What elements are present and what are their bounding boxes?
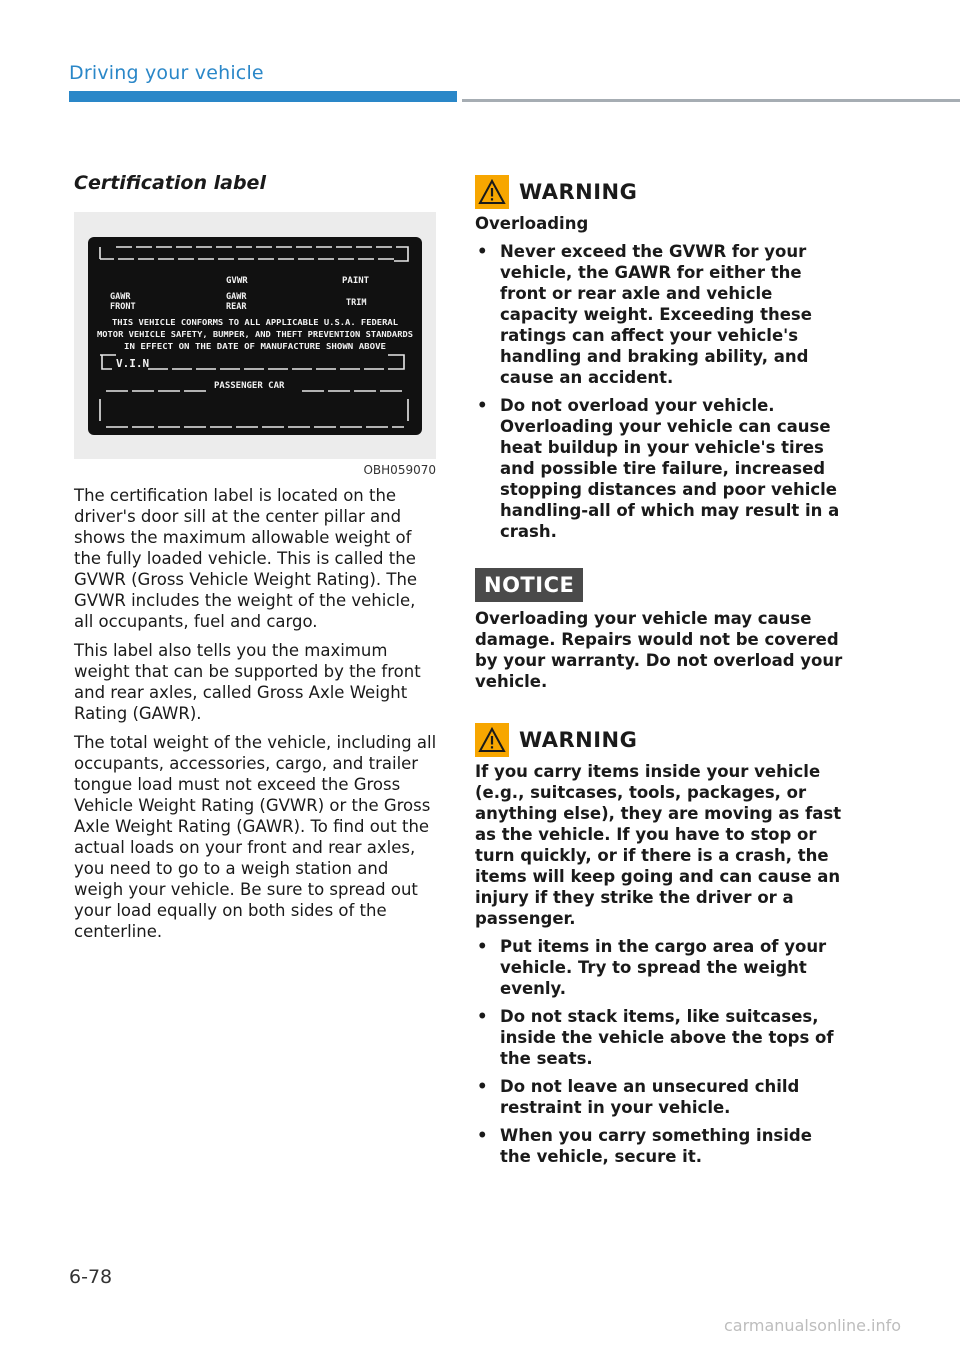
notice-box — [475, 568, 845, 692]
warning-bullets — [475, 241, 845, 542]
label-passenger-car: PASSENGER CAR — [214, 381, 285, 391]
label-rear: REAR — [226, 302, 247, 312]
warning-body — [475, 213, 845, 542]
label-gawr-rear: GAWR — [226, 292, 247, 302]
paragraph-2: This label also tells you the maximum weight that can be supported by the front and rear axles, called Gross Axle Weight Rating (GAWR). — [74, 641, 421, 723]
certification-label-board — [88, 237, 422, 435]
notice-text: Overloading your vehicle may cause damage. Repairs would not be covered by your warranty. Do not overload your vehicle. — [475, 609, 843, 691]
certification-label-figure — [74, 212, 436, 459]
label-svg — [88, 237, 422, 435]
warning-bullets — [475, 936, 845, 1167]
warning-bullet: • Never exceed the GVWR for your vehicle, the GAWR for either the front or rear axle and vehicle capacity weight. Exceeding these ratings can affect your vehicle's handling and braking ability, and cause an accident. — [475, 241, 845, 388]
warning-header — [475, 720, 845, 760]
warning-intro: If you carry items inside your vehicle (e.g., suitcases, tools, packages, or anything else), they are moving as fast as the vehicle. If you have to stop or turn quickly, or if there is a crash, the items will keep going and can cause an injury if they strike the driver or a passenger. — [475, 762, 842, 928]
label-gvwr: GVWR — [226, 276, 248, 286]
label-conforms-line3: IN EFFECT ON THE DATE OF MANUFACTURE SHOWN ABOVE — [124, 341, 387, 351]
warning-header — [475, 172, 845, 212]
left-column — [74, 172, 438, 942]
watermark: carmanualsonline.info — [724, 1316, 902, 1335]
warning-bullet: • When you carry something inside the vehicle, secure it. — [475, 1125, 845, 1167]
label-gawr-front: GAWR — [110, 292, 131, 302]
figure-caption: OBH059070 — [363, 463, 436, 477]
warning-bullet: • Do not leave an unsecured child restraint in your vehicle. — [475, 1076, 845, 1118]
right-column — [475, 172, 845, 1167]
header-bar-blue — [69, 91, 457, 102]
label-trim: TRIM — [346, 298, 367, 308]
warning-box-overloading — [475, 172, 845, 542]
page-number: 6-78 — [69, 1266, 113, 1288]
label-conforms-line2: MOTOR VEHICLE SAFETY, BUMPER, AND THEFT PREVENTION STANDARDS — [97, 329, 414, 339]
warning-bullet: • Do not stack items, like suitcases, inside the vehicle above the tops of the seats. — [475, 1006, 845, 1069]
warning-title: WARNING — [519, 180, 638, 204]
header-bar-gray — [462, 99, 960, 102]
warning-triangle-icon — [475, 723, 509, 757]
paragraph-3: The total weight of the vehicle, including all occupants, accessories, cargo, and trailer tongue load must not exceed the Gross Vehicle Weight Rating (GVWR) or the Gross Axle Weight Rating (GAWR). To find out the actual loads on your front and rear axles, you need to go to a weigh station and weigh your vehicle. Be sure to spread out your load equally on both sides of the centerline. — [74, 733, 437, 941]
certification-label-title: Certification label — [74, 172, 266, 194]
warning-heading: Overloading — [475, 214, 589, 233]
label-vin: V.I.N — [116, 357, 150, 370]
label-paint: PAINT — [342, 276, 370, 286]
warning-box-cargo — [475, 720, 845, 1167]
notice-body — [475, 608, 845, 692]
warning-title: WARNING — [519, 728, 638, 752]
label-conforms-line1: THIS VEHICLE CONFORMS TO ALL APPLICABLE U.S.A. FEDERAL — [112, 317, 399, 327]
warning-bullet: • Put items in the cargo area of your vehicle. Try to spread the weight evenly. — [475, 936, 845, 999]
warning-body — [475, 761, 845, 1167]
section-title: Driving your vehicle — [69, 62, 264, 84]
paragraph-1: The certification label is located on the driver's door sill at the center pillar and shows the maximum allowable weight of the fully loaded vehicle. This is called the GVWR (Gross Vehicle Weight Rating). The GVWR includes the weight of the vehicle, all occupants, fuel and cargo. — [74, 486, 418, 631]
notice-badge: NOTICE — [475, 568, 583, 602]
warning-bullet: • Do not overload your vehicle. Overloading your vehicle can cause heat buildup in your vehicle's tires and possible tire failure, increased stopping distances and poor vehicle handling-all of which may result in a crash. — [475, 395, 845, 542]
warning-triangle-icon — [475, 175, 509, 209]
label-front: FRONT — [110, 302, 136, 312]
